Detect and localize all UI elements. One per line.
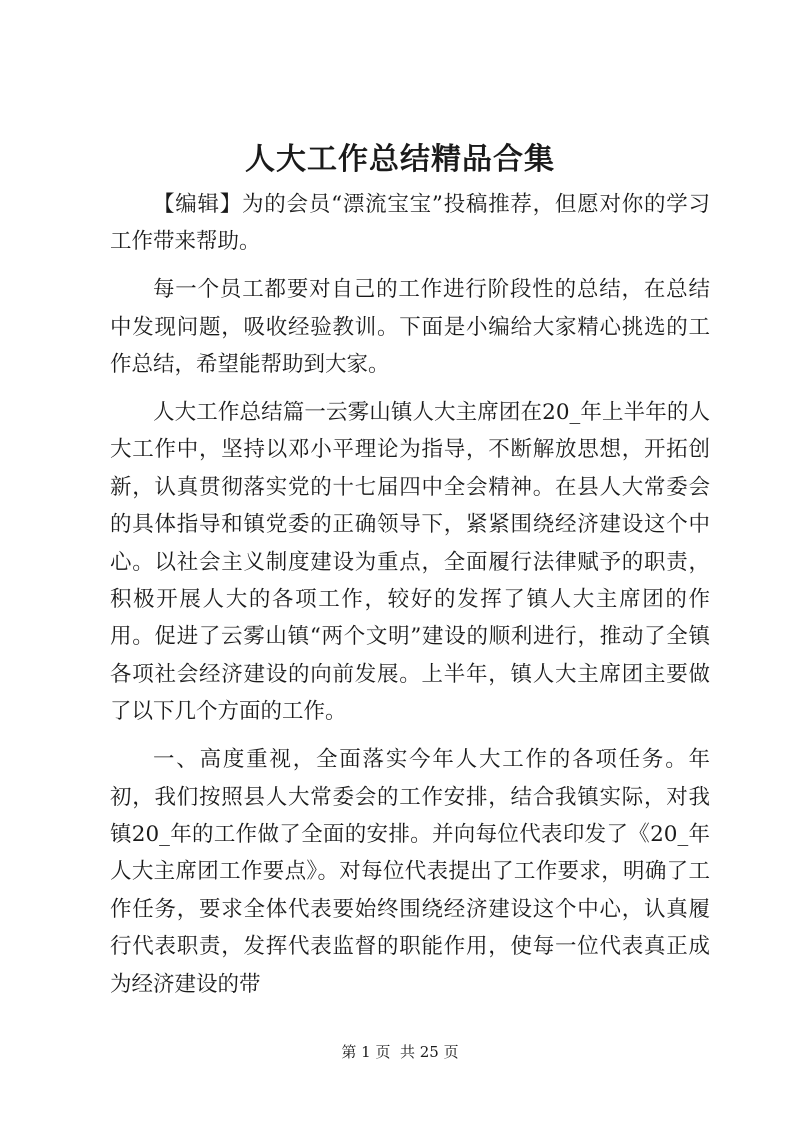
document-title: 人大工作总结精品合集 xyxy=(245,142,555,177)
page-footer xyxy=(0,1042,800,1062)
page-number-label: 第 1 页 共 25 页 xyxy=(341,1043,459,1061)
paragraph-summary-one: 人大工作总结篇一云雾山镇人大主席团在20_年上半年的人大工作中，坚持以邓小平理论为指导，不断解放思想，开拓创新，认真贯彻落实党的十七届四中全会精神。在县人大常委会的具体指导和镇党委的正确领导下，紧紧围绕经济建设这个中心。以社会主义制度建设为重点，全面履行法律赋予的职责，积极开展人大的各项工作，较好的发挥了镇人大主席团的作用。促进了云雾山镇“两个文明”建设的顺利进行，推动了全镇各项社会经济建设的向前发展。上半年，镇人大主席团主要做了以下几个方面的工作。 xyxy=(110,400,710,725)
document-body xyxy=(110,186,710,1014)
paragraph-intro: 每一个员工都要对自己的工作进行阶段性的总结，在总结中发现问题，吸收经验教训。下面是小编给大家精心挑选的工作总结，希望能帮助到大家。 xyxy=(110,277,710,378)
paragraph-section-one: 一、高度重视，全面落实今年人大工作的各项任务。年初，我们按照县人大常委会的工作安排，结合我镇实际，对我镇20_年的工作做了全面的安排。并向每位代表印发了《20_年人大主席团工作要点》。对每位代表提出了工作要求，明确了工作任务，要求全体代表要始终围绕经济建设这个中心，认真履行代表职责，发挥代表监督的职能作用，使每一位代表真正成为经济建设的带 xyxy=(110,747,710,997)
paragraph-editor-note: 【编辑】为的会员“漂流宝宝”投稿推荐，但愿对你的学习工作带来帮助。 xyxy=(110,192,710,255)
